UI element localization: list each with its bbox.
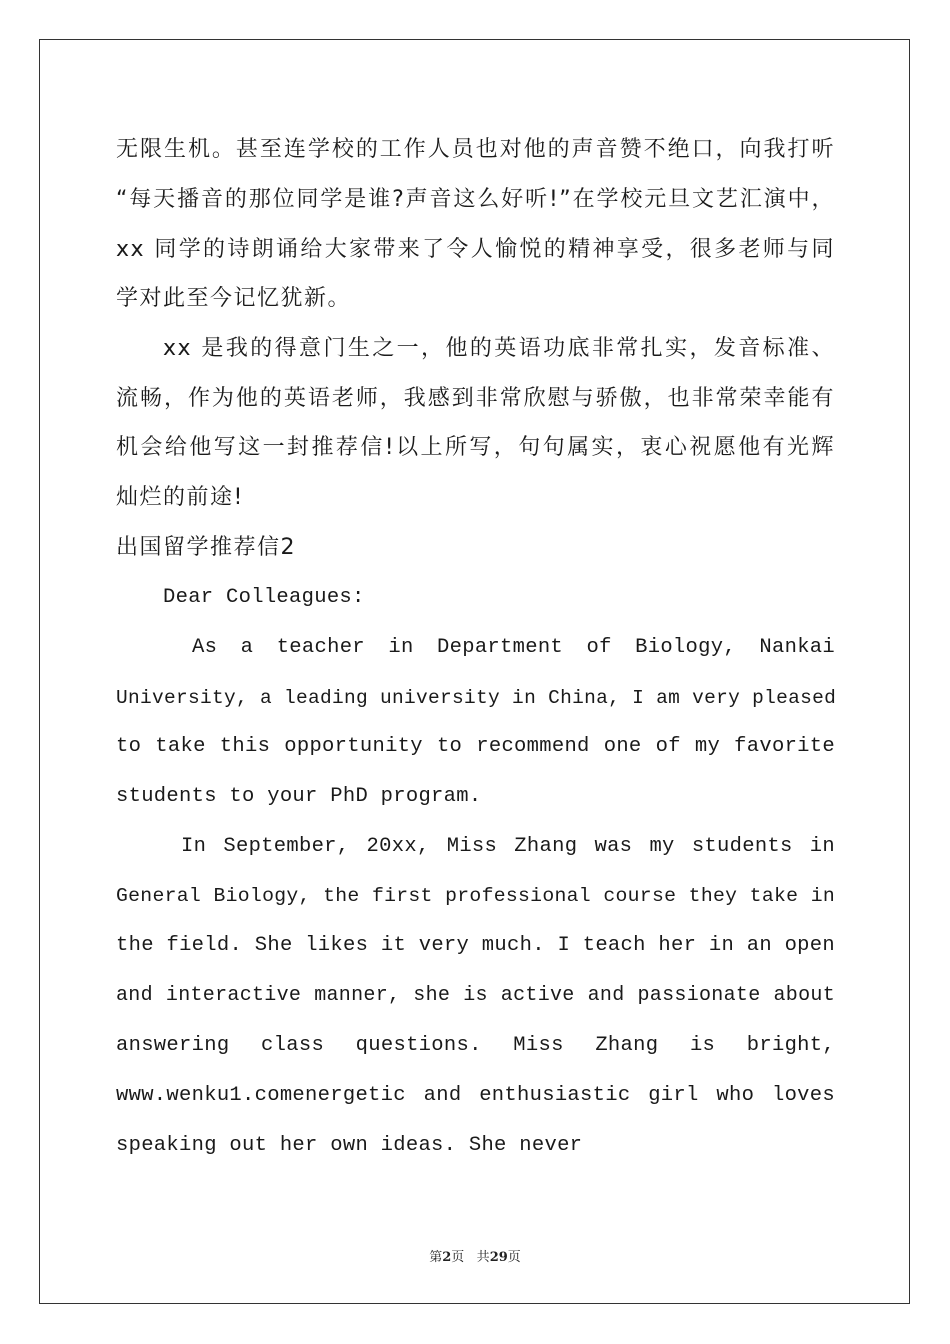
paragraph-first-line: xx 是我的得意门生之一，他的英语功底非常扎实，发音标准、 [163,336,835,361]
text-line: University, a leading university in China, I am very pleased [116,687,837,709]
text-line: 流畅，作为他的英语老师，我感到非常欣慰与骄傲，也非常荣幸能有 [116,386,835,411]
text-line: answering class questions. Miss Zhang is bright, [116,1034,835,1057]
total-pages: 29 [489,1250,508,1265]
page-prefix: 第 [429,1250,443,1265]
text-line: students to your PhD program. [116,785,482,808]
text-line: 无限生机。甚至连学校的工作人员也对他的声音赞不绝口，向我打听 [116,137,835,162]
page-suffix: 页 [451,1250,465,1265]
text-line: and interactive manner, she is active and passionate about [116,984,835,1007]
text-line: 学对此至今记忆犹新。 [116,286,352,311]
total-suffix: 页 [507,1250,521,1265]
text-line: General Biology, the first professional course they take in [116,885,835,907]
text-line: 灿烂的前途! [116,485,244,510]
text-line: to take this opportunity to recommend one of my favorite [116,735,835,758]
page-border [39,39,910,1304]
salutation: Dear Colleagues: [163,586,365,609]
page-number: 2 [442,1250,452,1265]
text-line: speaking out her own ideas. She never [116,1134,583,1157]
text-line: 机会给他写这一封推荐信!以上所写，句句属实，衷心祝愿他有光辉 [116,435,835,460]
paragraph-first-line: In September, 20xx, Miss Zhang was my students in [181,835,835,858]
total-prefix: 共 [476,1250,490,1265]
text-line: www.wenku1.comenergetic and enthusiastic girl who loves [116,1084,835,1107]
section-heading: 出国留学推荐信2 [116,535,296,560]
text-line: the field. She likes it very much. I teach her in an open [116,934,835,957]
paragraph-first-line: As a teacher in Department of Biology, Nankai [192,636,835,659]
text-line: xx 同学的诗朗诵给大家带来了令人愉悦的精神享受，很多老师与同 [116,237,835,262]
text-line: “每天播音的那位同学是谁?声音这么好听!”在学校元旦文艺汇演中， [116,187,835,212]
page-footer [0,1246,950,1265]
